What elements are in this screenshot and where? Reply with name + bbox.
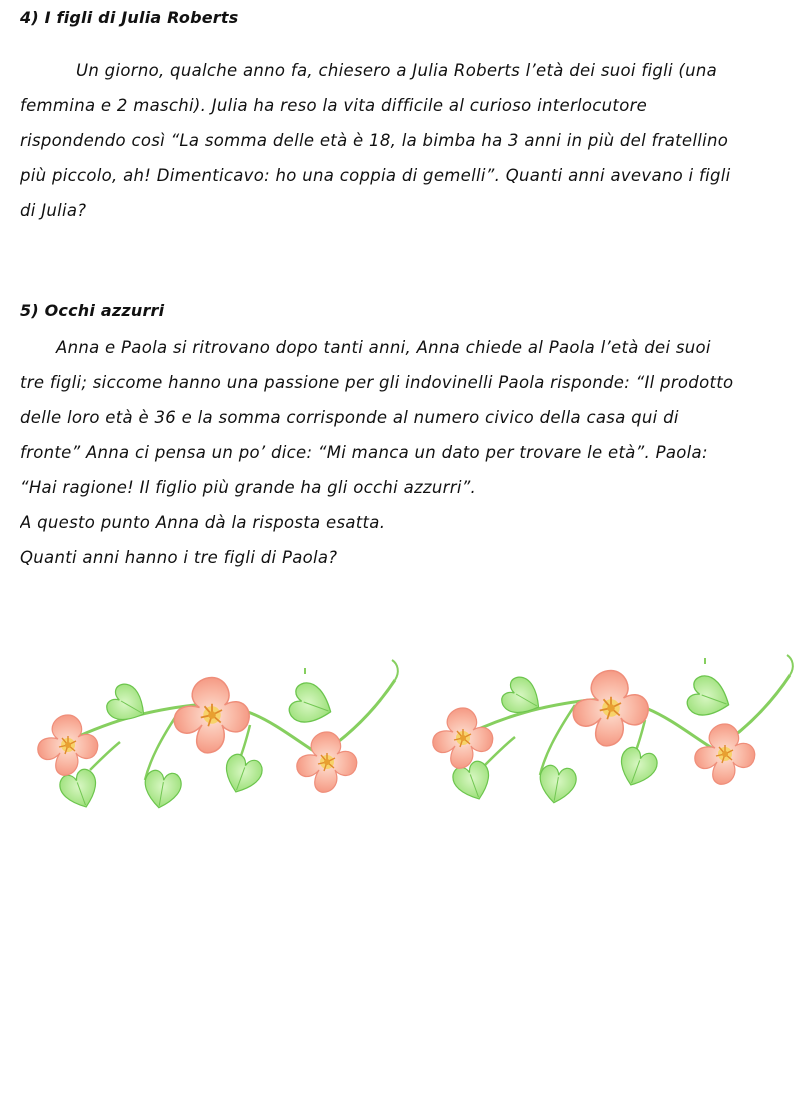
flower-vine-icon [415, 650, 795, 820]
problem-5-line: fronte” Anna ci pensa un po’ dice: “Mi manca un dato per trovare le età”. Paola: [20, 443, 708, 462]
problem-4-line: femmina e 2 maschi). Julia ha reso la vita difficile al curioso interlocutore [20, 96, 648, 115]
problem-5-line: delle loro età è 36 e la somma corrisponde al numero civico della casa qui di [20, 408, 679, 427]
problem-5-line: “Hai ragione! Il figlio più grande ha gli occhi azzurri”. [20, 478, 477, 497]
problem-5-text [20, 330, 780, 575]
problem-4-line: di Julia? [20, 201, 87, 220]
problem-4-text [20, 53, 780, 228]
problem-4-title: 4) I figli di Julia Roberts [20, 8, 239, 27]
problem-5-line: Quanti anni hanno i tre figli di Paola? [20, 548, 338, 567]
problem-4-line: rispondendo così “La somma delle età è 18, la bimba ha 3 anni in più del fratellino [20, 131, 729, 150]
problem-5-line: tre figli; siccome hanno una passione per gli indovinelli Paola risponde: “Il prodotto [20, 373, 734, 392]
problem-5-line: A questo punto Anna dà la risposta esatta. [20, 513, 386, 532]
problem-5-title: 5) Occhi azzurri [20, 301, 165, 320]
problem-5-line: Anna e Paola si ritrovano dopo tanti anni, Anna chiede al Paola l’età dei suoi [56, 338, 711, 357]
problem-4-line: più piccolo, ah! Dimenticavo: ho una coppia di gemelli”. Quanti anni avevano i figli [20, 166, 731, 185]
flower-vine-icon [20, 650, 400, 820]
problem-4-line: Un giorno, qualche anno fa, chiesero a Julia Roberts l’età dei suoi figli (una [76, 61, 718, 80]
